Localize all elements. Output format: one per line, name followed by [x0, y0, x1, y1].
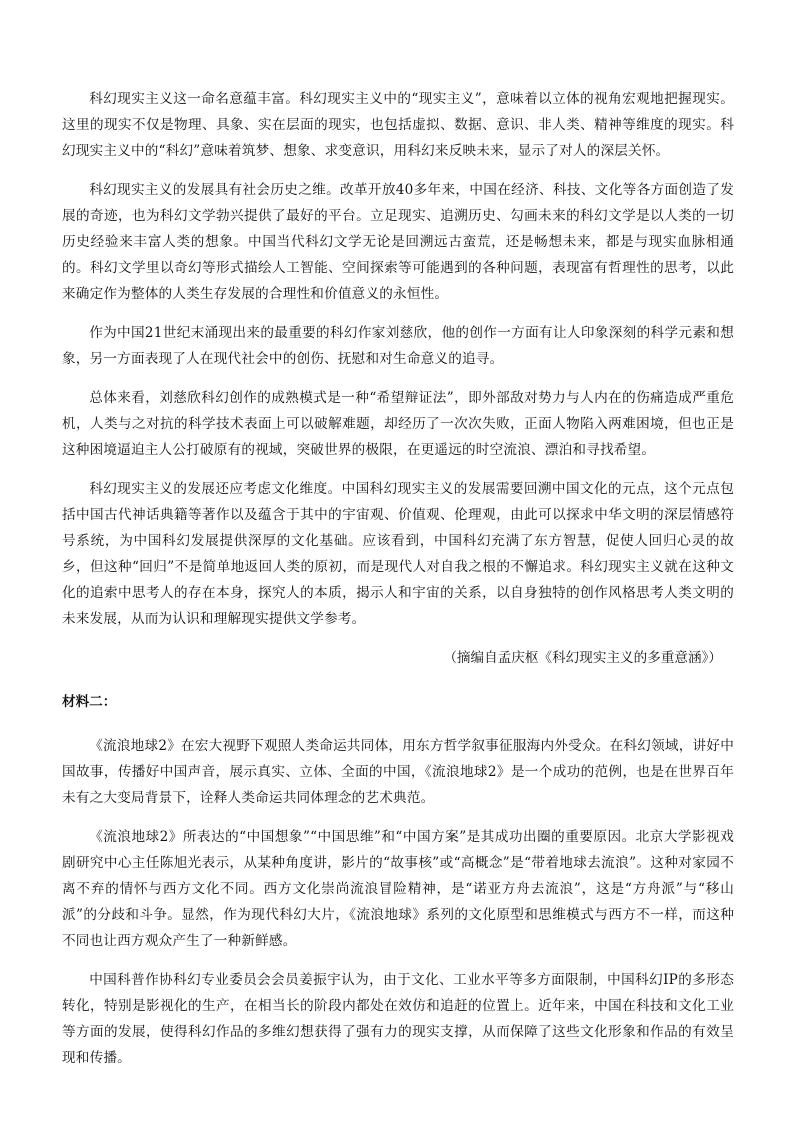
- paragraph: 科幻现实主义的发展具有社会历史之维。改革开放40多年来，中国在经济、科技、文化等各方面创造了发展的奇迹，也为科幻文学勃兴提供了最好的平台。立足现实、追溯历史、勾画未来的科幻文学是以人类的一切历史经验来丰富人类的想象。中国当代科幻文学无论是回溯远古蛮荒，还是畅想未来，都是与现实血脉相通的。科幻文学里以奇幻等形式描绘人工智能、空间探索等可能遇到的各种问题，表现富有哲理性的思考，以此来确定作为整体的人类生存发展的合理性和价值意义的永恒性。: [62, 182, 734, 302]
- paragraph: 《流浪地球2》所表达的“中国想象”“中国思维”和“中国方案”是其成功出圈的重要原因。北京大学影视戏剧研究中心主任陈旭光表示，从某种角度讲，影片的“故事核”或“高概念”是“带着地球去流浪”。这种对家园不离不弃的情怀与西方文化不同。西方文化崇尚流浪冒险精神，是“诺亚方舟去流浪”，这是“方舟派”与“移山派”的分歧和斗争。显然，作为现代科幻大片，《流浪地球》系列的文化原型和思维模式与西方不一样，而这种不同也让西方观众产生了一种新鲜感。: [62, 829, 734, 949]
- material-heading: 材料二：: [62, 694, 117, 710]
- paragraph: 《流浪地球2》在宏大视野下观照人类命运共同体，用东方哲学叙事征服海内外受众。在科幻领域，讲好中国故事，传播好中国声音，展示真实、立体、全面的中国，《流浪地球2》是一个成功的范例，也是在世界百年未有之大变局背景下，诠释人类命运共同体理念的艺术典范。: [62, 738, 734, 806]
- source-citation: （摘编自孟庆枢《科幻现实主义的多重意涵》）: [443, 650, 722, 666]
- document-page: [62, 86, 734, 1084]
- paragraph: 中国科普作协科幻专业委员会会员姜振宇认为，由于文化、工业水平等多方面限制，中国科幻IP的多形态转化，特别是影视化的生产，在相当长的阶段内都处在效仿和追赶的位置上。近年来，中国在科技和文化工业等方面的发展，使得科幻作品的多维幻想获得了强有力的现实支撑，从而保障了这些文化形象和作品的有效呈现和传播。: [62, 972, 734, 1066]
- paragraph: 总体来看，刘慈欣科幻创作的成熟模式是一种“希望辩证法”，即外部敌对势力与人内在的伤痛造成严重危机，人类与之对抗的科学技术表面上可以破解难题，却经历了一次次失败，正面人物陷入两难困境，但也正是这种困境逼迫主人公打破原有的视域，突破世界的极限，在更遥远的时空流浪、漂泊和寻找希望。: [62, 390, 734, 458]
- paragraph: 科幻现实主义的发展还应考虑文化维度。中国科幻现实主义的发展需要回溯中国文化的元点，这个元点包括中国古代神话典籍等著作以及蕴含于其中的宇宙观、价值观、伦理观，由此可以探求中华文明的深层情感符号系统，为中国科幻发展提供深厚的文化基础。应该看到，中国科幻充满了东方智慧，促使人回归心灵的故乡，但这种“回归”不是简单地返回人类的原初，而是现代人对自我之根的不懈追求。科幻现实主义就在这种文化的追索中思考人的存在本身，探究人的本质，揭示人和宇宙的关系，以自身独特的创作风格思考人类文明的未来发展，从而为认识和理解现实提供文学参考。: [62, 481, 734, 627]
- paragraph: 科幻现实主义这一命名意蕴丰富。科幻现实主义中的“现实主义”，意味着以立体的视角宏观地把握现实。这里的现实不仅是物理、具象、实在层面的现实，也包括虚拟、数据、意识、非人类、精神等维度的现实。科幻现实主义中的“科幻”意味着筑梦、想象、求变意识，用科幻来反映未来，显示了对人的深层关怀。: [62, 91, 734, 159]
- paragraph: 作为中国21世纪末涌现出来的最重要的科幻作家刘慈欣，他的创作一方面有让人印象深刻的科学元素和想象，另一方面表现了人在现代社会中的创伤、抚慰和对生命意义的追寻。: [62, 325, 734, 367]
